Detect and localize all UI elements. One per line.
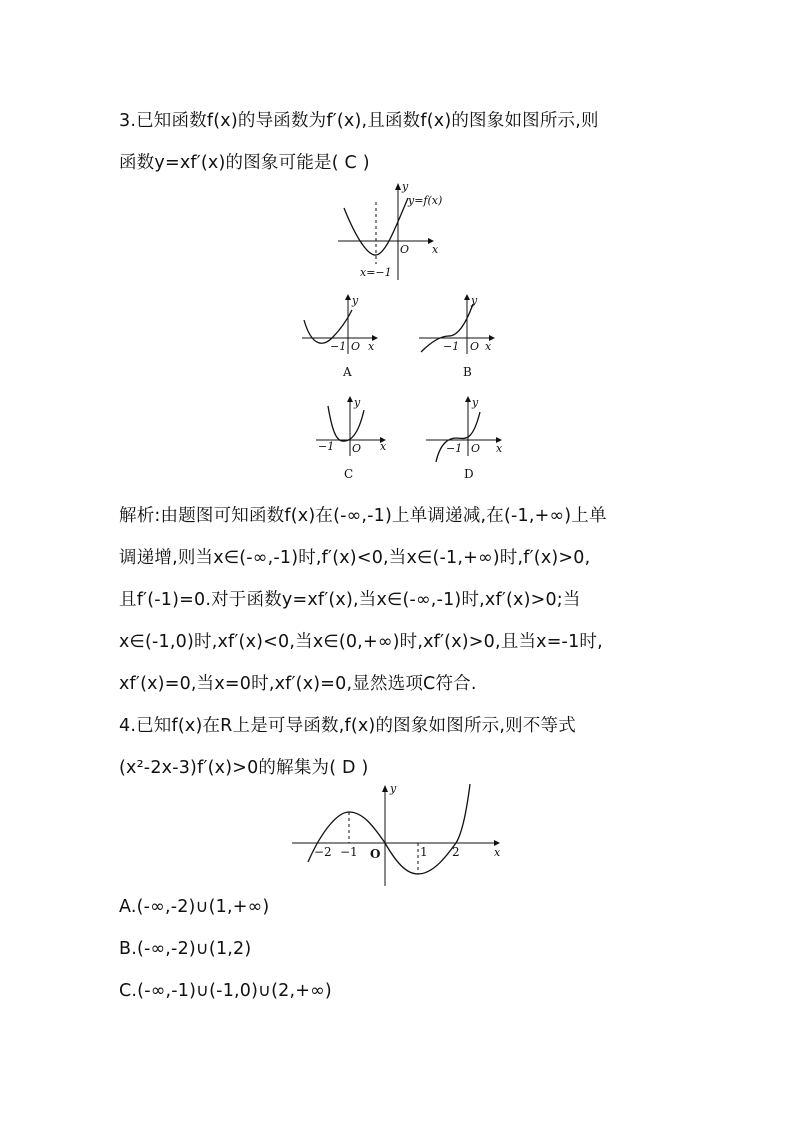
svg-text:1: 1: [420, 845, 428, 859]
svg-text:−1: −1: [330, 340, 347, 353]
svg-text:x: x: [494, 846, 501, 859]
origin-label: O: [400, 243, 410, 256]
svg-text:O: O: [351, 340, 361, 353]
y-arrow: [395, 183, 401, 190]
svg-text:−2: −2: [314, 845, 332, 859]
option-c-graph: [310, 392, 400, 484]
option-c-label: C: [344, 467, 354, 481]
q4-graph: [288, 780, 508, 890]
svg-text:y: y: [390, 782, 397, 795]
option-d-graph: [422, 392, 512, 484]
svg-text:−1: −1: [446, 442, 463, 455]
option-d-label: D: [464, 467, 474, 481]
option-b-label: B: [463, 365, 472, 379]
y-label: y: [402, 180, 409, 193]
svg-text:−1: −1: [443, 340, 460, 353]
svg-text:x: x: [380, 440, 387, 453]
svg-text:x: x: [496, 442, 503, 455]
svg-text:O: O: [352, 442, 362, 455]
svg-text:O: O: [470, 340, 480, 353]
svg-text:y: y: [354, 396, 361, 409]
svg-text:x: x: [368, 340, 375, 353]
q3-main-graph: [336, 176, 466, 284]
svg-text:y: y: [471, 294, 478, 307]
q4-line1: 4.已知f(x)在R上是可导函数,f(x)的图象如图所示,则不等式: [119, 716, 576, 736]
svg-text:y: y: [472, 396, 479, 409]
q4-line2: (x²-2x-3)f′(x)>0的解集为( D ): [119, 758, 369, 778]
q4-curve: [308, 784, 470, 874]
curve-label: y=f(x): [408, 194, 443, 207]
svg-text:2: 2: [452, 845, 460, 859]
q3-line2: 函数y=xf′(x)的图象可能是( C ): [119, 153, 370, 173]
svg-text:O: O: [370, 847, 381, 861]
svg-text:−1: −1: [340, 845, 358, 859]
x-label: x: [432, 243, 439, 256]
svg-text:O: O: [471, 442, 481, 455]
analysis-line-1: 解析:由题图可知函数f(x)在(-∞,-1)上单调递减,在(-1,+∞)上单: [119, 506, 607, 526]
choice-a: A.(-∞,-2)∪(1,+∞): [119, 897, 270, 917]
analysis-line-4: x∈(-1,0)时,xf′(x)<0,当x∈(0,+∞)时,xf′(x)>0,且当x=-1时,: [119, 632, 603, 652]
svg-text:−1: −1: [318, 440, 335, 453]
option-c-curve: [328, 406, 364, 441]
option-a-graph: [296, 290, 386, 382]
option-b-graph: [415, 290, 505, 382]
line-label: x=−1: [360, 266, 392, 279]
analysis-line-3: 且f′(-1)=0.对于函数y=xf′(x),当x∈(-∞,-1)时,xf′(x)>0;当: [119, 590, 581, 610]
choice-c: C.(-∞,-1)∪(-1,0)∪(2,+∞): [119, 981, 332, 1001]
svg-text:x: x: [485, 340, 492, 353]
analysis-line-5: xf′(x)=0,当x=0时,xf′(x)=0,显然选项C符合.: [119, 674, 477, 694]
q3-line1: 3.已知函数f(x)的导函数为f′(x),且函数f(x)的图象如图所示,则: [119, 111, 599, 131]
option-a-label: A: [343, 365, 352, 379]
analysis-line-2: 调递增,则当x∈(-∞,-1)时,f′(x)<0,当x∈(-1,+∞)时,f′(x)>0,: [119, 548, 591, 568]
choice-b: B.(-∞,-2)∪(1,2): [119, 939, 252, 959]
svg-text:y: y: [352, 294, 359, 307]
